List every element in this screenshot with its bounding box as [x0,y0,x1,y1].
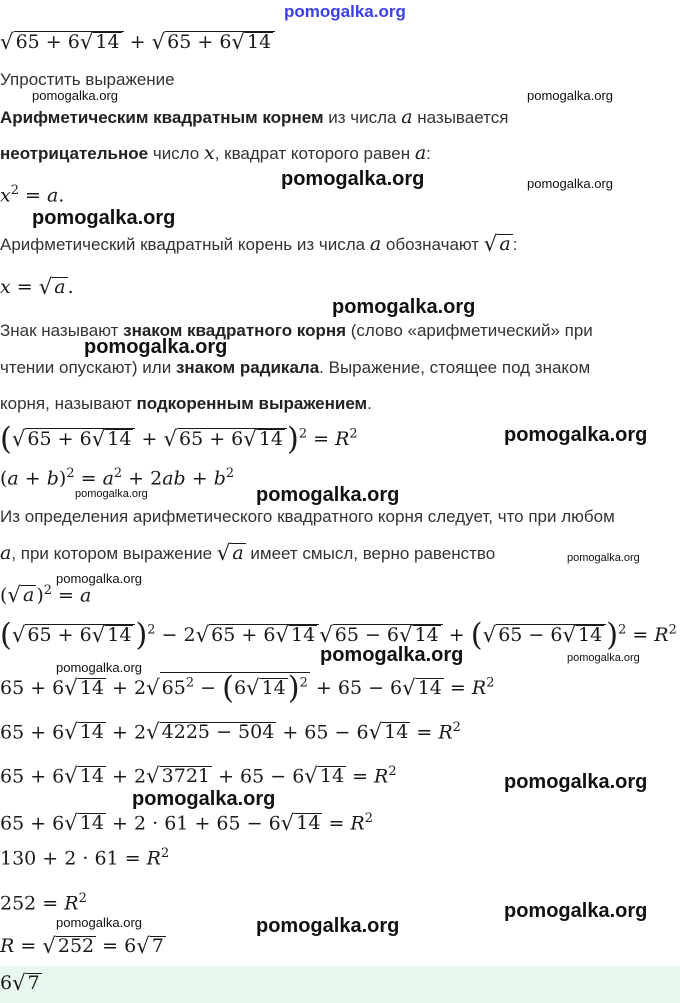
definition-line-5: a, при котором выражение √ a имеет смысл, верно равенство [0,541,496,566]
answer-box [0,966,680,1003]
definition-line-3: Арифметический квадратный корень из числа a обозначают √ a : [0,232,518,257]
watermark: pomogalka.org [320,644,464,666]
definition-line-2: неотрицательное число x, квадрат которого равен a: [0,142,431,164]
formula-step-5: $130 + 2 \cdot 61 = R^2$ [0,846,170,870]
watermark: pomogalka.org [504,900,648,922]
site-header-link[interactable]: pomogalka.org [284,2,406,21]
formula-result: R = √ 252 = 6√ 7 [0,934,164,959]
task-label: Упростить выражение [0,70,175,89]
watermark: pomogalka.org [132,788,276,810]
formula-sqrt-a-squared: (√ a )$^2$ = a [0,583,92,609]
watermark: pomogalka.org [84,336,228,358]
watermark: pomogalka.org [256,915,400,937]
formula-step-4: 65 + 6√ 14 + 2 · 61 + 65 − 6√ $14 = R^2$ [0,811,373,837]
watermark: pomogalka.org [56,571,142,586]
watermark: pomogalka.org [75,488,148,500]
task-expression: √ 65 + 6√ 14 + √ 65 + 6√ 14 [0,30,275,55]
term-nonnegative: неотрицательное [0,144,149,163]
formula-x-squared: $x^2 = a$. [0,183,65,207]
definition-line-4: Из определения арифметического квадратного корня следует, что при любом [0,507,615,526]
watermark: pomogalka.org [567,652,640,664]
watermark: pomogalka.org [567,552,640,564]
answer-value: 6√ 7 [0,971,40,996]
watermark: pomogalka.org [256,484,400,506]
sign-line-3: корня, называют подкоренным выражением. [0,394,372,413]
formula-step-6: $252 = R^2$ [0,891,87,915]
watermark: pomogalka.org [332,296,476,318]
watermark: pomogalka.org [504,424,648,446]
watermark: pomogalka.org [56,660,142,675]
formula-step-2: 65 + 6√ 14 + 2√ 4225 − 504 + 65 − 6√ $14 = R^2$ [0,720,461,746]
formula-binomial: $(a + b)^2 = a^2 + 2ab + b^2$ [0,466,235,490]
formula-expansion: (√ 65 + 6√ 14 )$^2$ − 2√ 65 + 6√ 14 √ 65 − 6√ 14 + (√ 65 − 6√ 14 )$^2 = R^2$ [0,618,677,653]
formula-step-3: 65 + 6√ 14 + 2√ 3721 + 65 − 6√ $14 = R^2$ [0,764,397,790]
sign-line-1: Знак называют знаком квадратного корня (слово «арифметический» при [0,321,593,340]
sign-line-2: чтении опускают) или знаком радикала. Выражение, стоящее под знаком [0,358,591,377]
definition-line-1: Арифметическим квадратным корнем из числа a называется [0,106,509,128]
watermark: pomogalka.org [527,176,613,191]
formula-square-sum: (√ 65 + 6√ 14 + √ 65 + 6√ 14 )$^2 = R^2$ [0,422,358,457]
watermark: pomogalka.org [281,168,425,190]
formula-step-1: 65 + 6√ 14 + 2√ $65^2 - (6√$ 14)$^2$ + 65 − 6√ $14 = R^2$ [0,671,495,706]
watermark: pomogalka.org [527,88,613,103]
term-arithmetic-root: Арифметическим квадратным корнем [0,108,324,127]
watermark: pomogalka.org [32,88,118,103]
formula-x-eq-sqrt-a: x = √ a . [0,275,74,300]
watermark: pomogalka.org [56,915,142,930]
watermark: pomogalka.org [504,771,648,793]
watermark: pomogalka.org [32,207,176,229]
